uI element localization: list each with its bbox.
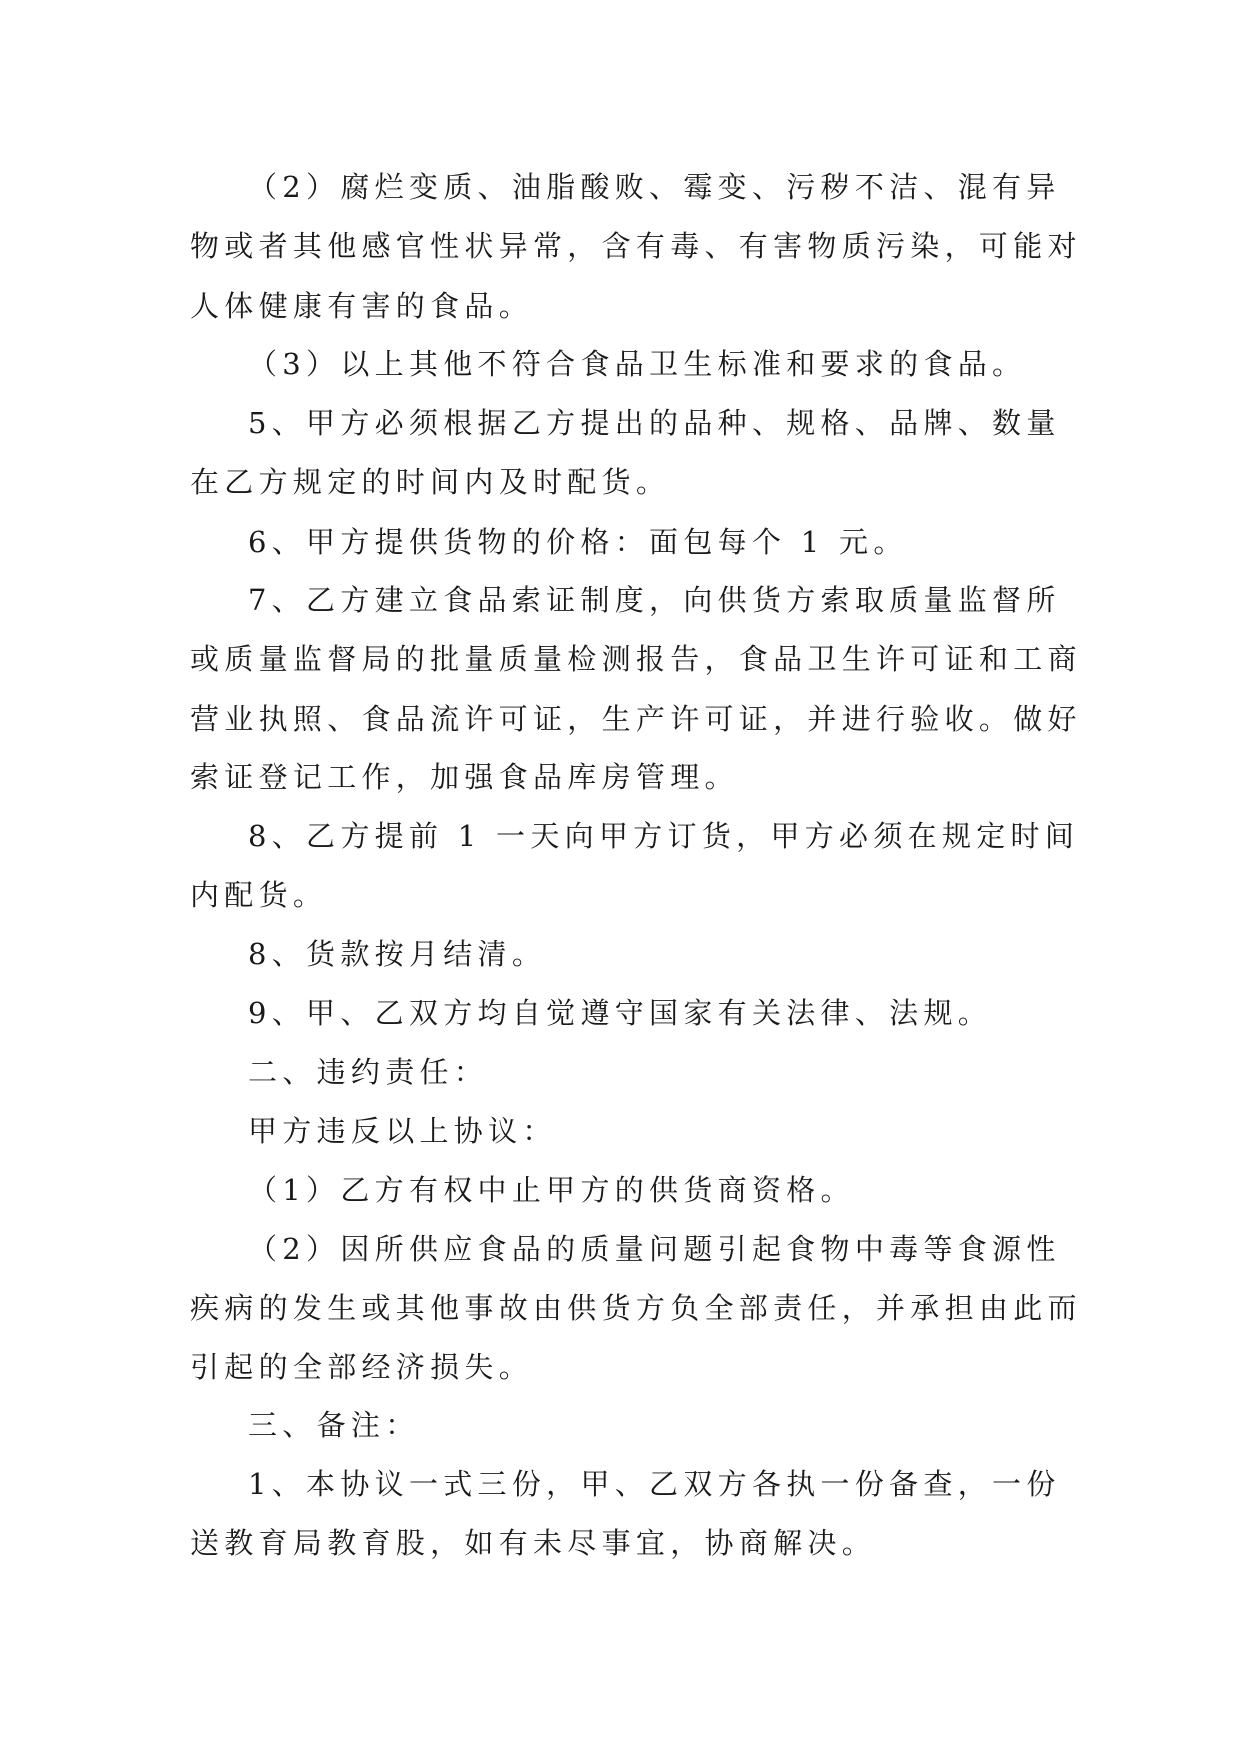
paragraph-line: 引起的全部经济损失。 xyxy=(190,1350,534,1384)
paragraph-line: 5、甲方必须根据乙方提出的品种、规格、品牌、数量 xyxy=(248,406,1061,440)
paragraph-line: 6、甲方提供货物的价格：面包每个 1 元。 xyxy=(248,525,908,559)
paragraph-line: 在乙方规定的时间内及时配货。 xyxy=(190,465,671,499)
paragraph-line: 9、甲、乙双方均自觉遵守国家有关法律、法规。 xyxy=(248,996,993,1030)
paragraph-line: 7、乙方建立食品索证制度，向供货方索取质量监督所 xyxy=(248,583,1061,617)
paragraph-line: （2）腐烂变质、油脂酸败、霉变、污秽不洁、混有异 xyxy=(248,170,1061,204)
paragraph-line: 或质量监督局的批量质量检测报告，食品卫生许可证和工商 xyxy=(190,642,1082,676)
paragraph-line: （1）乙方有权中止甲方的供货商资格。 xyxy=(248,1173,855,1207)
paragraph-line: （2）因所供应食品的质量问题引起食物中毒等食源性 xyxy=(248,1232,1061,1266)
paragraph-line: 物或者其他感官性状异常，含有毒、有害物质污染，可能对 xyxy=(190,229,1082,263)
paragraph-line: 8、货款按月结清。 xyxy=(248,937,547,971)
section-heading: 三、备注： xyxy=(248,1408,420,1442)
paragraph-line: 1、本协议一式三份，甲、乙双方各执一份备查，一份 xyxy=(248,1467,1061,1501)
paragraph-line: 内配货。 xyxy=(190,878,328,912)
paragraph-line: 送教育局教育股，如有未尽事宜，协商解决。 xyxy=(190,1526,877,1560)
paragraph-line: 索证登记工作，加强食品库房管理。 xyxy=(190,760,739,794)
paragraph-line: 8、乙方提前 1 一天向甲方订货，甲方必须在规定时间 xyxy=(248,819,1080,853)
paragraph-line: 疾病的发生或其他事故由供货方负全部责任，并承担由此而 xyxy=(190,1291,1082,1325)
paragraph-line: 营业执照、食品流许可证，生产许可证，并进行验收。做好 xyxy=(190,702,1082,736)
section-heading: 二、违约责任： xyxy=(248,1055,489,1089)
paragraph-line: 人体健康有害的食品。 xyxy=(190,289,534,323)
paragraph-line: 甲方违反以上协议： xyxy=(248,1114,557,1148)
paragraph-line: （3）以上其他不符合食品卫生标准和要求的食品。 xyxy=(248,347,1027,381)
